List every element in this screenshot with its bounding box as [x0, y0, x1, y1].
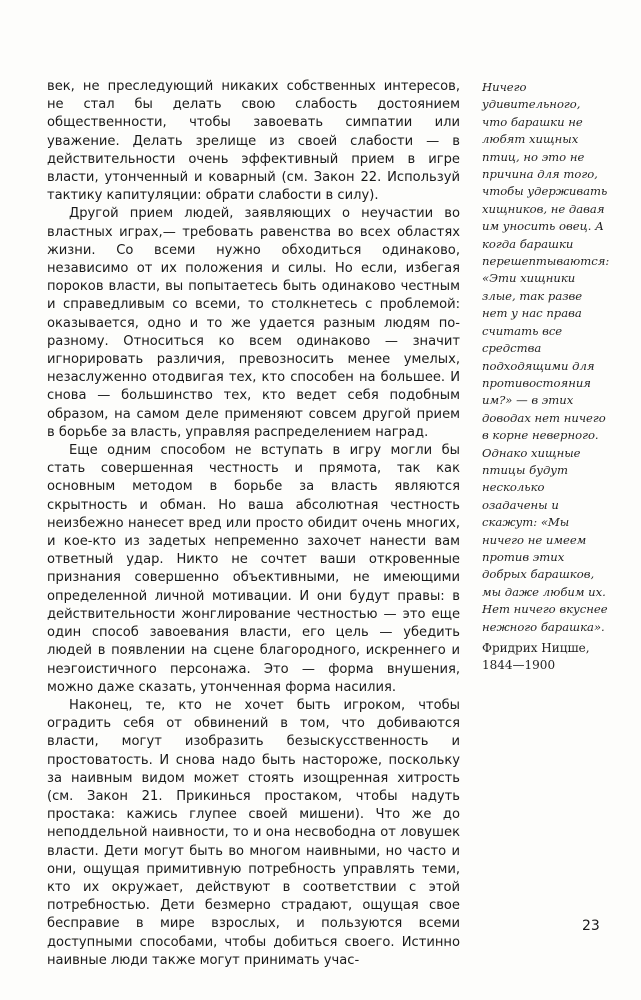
sidebar-quote: Ничего удивительного, что барашки не любят хищных птиц, но это не причина для того, чтобы удерживать хищников, не давая им уносить овец. А когда барашки перешептываются: «Эти хищники злые, так разве нет у нас права считать все средства подходящими для противостояния им?» — в этих доводах нет ничего в корне неверного. Однако хищные птицы будут несколько озадачены и скажут: «Мы ничего не имеем против этих добрых барашков, мы даже любим их. Нет ничего вкуснее нежного барашка». — [482, 80, 610, 634]
page-number: 23 — [582, 918, 600, 934]
paragraph: Еще одним способом не вступать в игру могли бы стать совершенная честность и прямота, так как основным методом в борьбе за власть являются скрытность и обман. Но ваша абсолютная честность неизбежно нанесет вред или просто обидит очень многих, и кое-кто из задетых непременно захочет нанести вам ответный удар. Никто не сочтет ваши откровенные признания совершенно объективными, не имеющими определенной личной мотивации. И они будут правы: в действительности жонглирование честностью — это еще один способ завоевания власти, его цель — убедить людей в появлении на сцене благородного, искреннего и неэгоистичного персонажа. Это — форма внушения, можно даже сказать, утонченная форма насилия. — [47, 443, 460, 695]
sidebar-epigraph — [482, 79, 608, 674]
main-text-column — [47, 78, 460, 970]
paragraph: Наконец, те, кто не хочет быть игроком, чтобы оградить себя от обвинений в том, что добиваются власти, могут изобразить безыскусственность и простоватость. И снова надо быть настороже, поскольку за наивным видом может стоять изощренная хитрость (см. Закон 21. Прикинься простаком, чтобы надуть простака: кажись глупее своей мишени). Что же до неподдельной наивности, то и она несвободна от ловушек власти. Дети могут быть во многом наивными, но часто и они, ощущая примитивную потребность управлять теми, кто их окружает, действуют в соответствии с этой потребностью. Дети безмерно страдают, ощущая свое бесправие в мире взрослых, и пользуются всеми доступными способами, чтобы добиться своего. Истинно наивные люди также могут принимать учас- — [47, 697, 460, 968]
paragraph: век, не преследующий никаких собственных интересов, не стал бы делать свою слабость достоянием общественности, чтобы завоевать симпатии или уважение. Делать зрелище из своей слабости — в действительности очень эффективный прием в игре власти, утонченный и коварный (см. Закон 22. Используй тактику капитуляции: обрати слабости в силу). — [47, 79, 460, 204]
sidebar-author: Фридрих Ницше, 1844—1900 — [482, 641, 590, 672]
paragraph: Другой прием людей, заявляющих о неучастии во властных играх,— требовать равенства во всех областях жизни. Со всеми нужно обходиться одинаково, независимо от их положения и силы. Но если, избегая пороков власти, вы попытаетесь быть одинаково честным и справедливым со всеми, то столкнетесь с проблемой: оказывается, одно и то же удается разным людям по-разному. Относиться ко всем одинаково — значит игнорировать различия, превозносить менее умелых, незаслуженно отодвигая тех, кто способен на большее. И снова — большинство тех, кто ведет себя подобным образом, на самом деле применяют совсем другой прием в борьбе за власть, управляя распределением наград. — [47, 206, 460, 440]
